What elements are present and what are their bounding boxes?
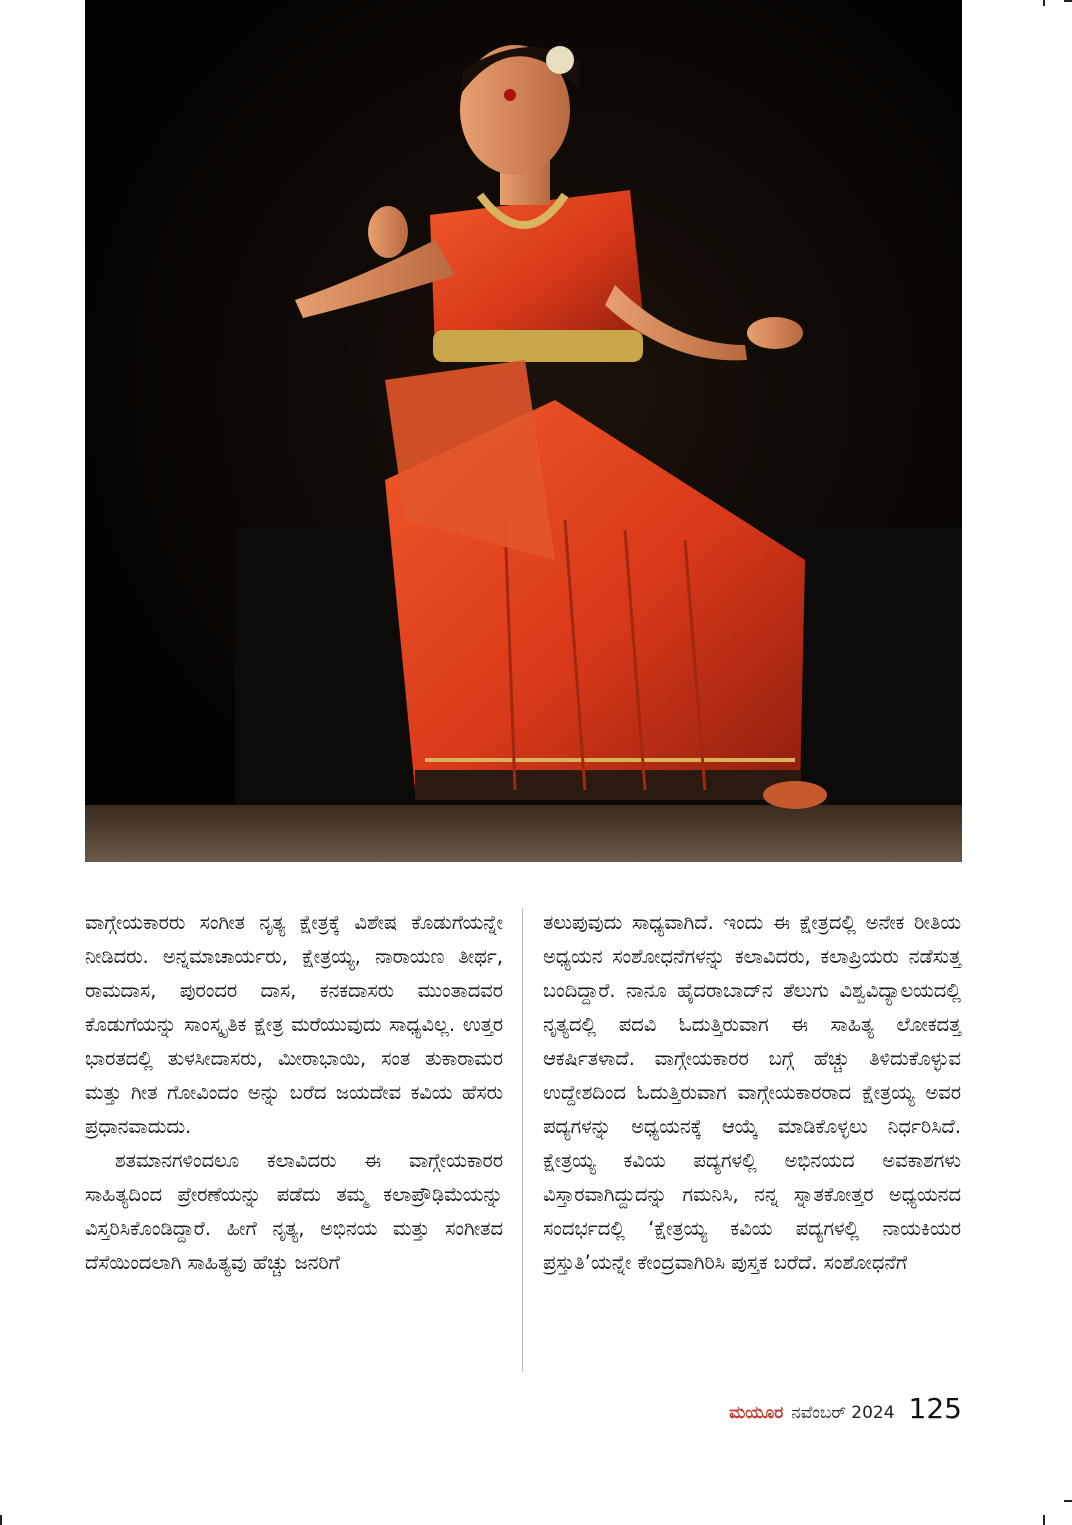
issue-date: ನವೆಂಬರ್ 2024 xyxy=(791,1403,895,1423)
page-number: 125 xyxy=(908,1392,962,1425)
paragraph: ಶತಮಾನಗಳಿಂದಲೂ ಕಲಾವಿದರು ಈ ವಾಗ್ಗೇಯಕಾರರ ಸಾಹಿತ್ಯದಿಂದ ಪ್ರೇರಣೆಯನ್ನು ಪಡೆದು ತಮ್ಮ ಕಲಾಪ್ರೌಢಿಮೆಯನ್ನು ವಿಸ್ತರಿಸಿಕೊಂಡಿದ್ದಾರೆ. ಹೀಗೆ ನೃತ್ಯ, ಅಭಿನಯ ಮತ್ತು ಸಂಗೀತದ ದೆಸೆಯಿಂದಲಾಗಿ ಸಾಹಿತ್ಯವು ಹೆಚ್ಚು ಜನರಿಗೆ xyxy=(85,1149,503,1274)
crop-mark xyxy=(1064,0,1072,2)
photo-dancer xyxy=(85,0,962,862)
article-left-column xyxy=(85,906,503,1280)
dancer-illustration xyxy=(85,0,962,862)
magazine-brand: ಮಯೂರ xyxy=(729,1403,784,1423)
crop-mark xyxy=(1043,0,1045,6)
crop-mark xyxy=(1043,1515,1045,1525)
crop-mark xyxy=(0,1515,2,1525)
paragraph: ವಾಗ್ಗೇಯಕಾರರು ಸಂಗೀತ ನೃತ್ಯ ಕ್ಷೇತ್ರಕ್ಕೆ ವಿಶೇಷ ಕೊಡುಗೆಯನ್ನೇ ನೀಡಿದರು. ಅನ್ನಮಾಚಾರ್ಯರು, ಕ್ಷೇತ್ರಯ್ಯ, ನಾರಾಯಣ ತೀರ್ಥ, ರಾಮದಾಸ, ಪುರಂದರ ದಾಸ, ಕನಕದಾಸರು ಮುಂತಾದವರ ಕೊಡುಗೆಯನ್ನು ಸಾಂಸ್ಕೃತಿಕ ಕ್ಷೇತ್ರ ಮರೆಯುವುದು ಸಾಧ್ಯವಿಲ್ಲ. ಉತ್ತರ ಭಾರತದಲ್ಲಿ ತುಳಸೀದಾಸರು, ಮೀರಾಭಾಯಿ, ಸಂತ ತುಕಾರಾಮರ ಮತ್ತು ಗೀತ ಗೋವಿಂದಂ ಅನ್ನು ಬರೆದ ಜಯದೇವ ಕವಿಯ ಹೆಸರು ಪ್ರಧಾನವಾದುದು. xyxy=(85,911,503,1138)
column-divider xyxy=(522,908,523,1372)
paragraph: ತಲುಪುವುದು ಸಾಧ್ಯವಾಗಿದೆ. ಇಂದು ಈ ಕ್ಷೇತ್ರದಲ್ಲಿ ಅನೇಕ ರೀತಿಯ ಅಧ್ಯಯನ ಸಂಶೋಧನೆಗಳನ್ನು ಕಲಾವಿದರು, ಕಲಾಪ್ರಿಯರು ನಡೆಸುತ್ತ ಬಂದಿದ್ದಾರೆ. ನಾನೂ ಹೈದರಾಬಾದ್‌ನ ತೆಲುಗು ವಿಶ್ವವಿದ್ಯಾಲಯದಲ್ಲಿ ನೃತ್ಯದಲ್ಲಿ ಪದವಿ ಓದುತ್ತಿರುವಾಗ ಈ ಸಾಹಿತ್ಯ ಲೋಕದತ್ತ ಆಕರ್ಷಿತಳಾದೆ. ವಾಗ್ಗೇಯಕಾರರ ಬಗ್ಗೆ ಹೆಚ್ಚು ತಿಳಿದುಕೊಳ್ಳುವ ಉದ್ದೇಶದಿಂದ ಓದುತ್ತಿರುವಾಗ ವಾಗ್ಗೇಯಕಾರರಾದ ಕ್ಷೇತ್ರಯ್ಯ ಅವರ ಪದ್ಯಗಳನ್ನು ಅಧ್ಯಯನಕ್ಕೆ ಆಯ್ಕೆ ಮಾಡಿಕೊಳ್ಳಲು ನಿರ್ಧರಿಸಿದೆ. ಕ್ಷೇತ್ರಯ್ಯ ಕವಿಯ ಪದ್ಯಗಳಲ್ಲಿ ಅಭಿನಯದ ಅವಕಾಶಗಳು ವಿಸ್ತಾರವಾಗಿದ್ದುದನ್ನು ಗಮನಿಸಿ, ನನ್ನ ಸ್ನಾತಕೋತ್ತರ ಅಧ್ಯಯನದ ಸಂದರ್ಭದಲ್ಲಿ ‘ಕ್ಷೇತ್ರಯ್ಯ ಕವಿಯ ಪದ್ಯಗಳಲ್ಲಿ ನಾಯಕಿಯರ ಪ್ರಸ್ತುತಿ’ಯನ್ನೇ ಕೇಂದ್ರವಾಗಿರಿಸಿ ಪುಸ್ತಕ ಬರೆದೆ. ಸಂಶೋಧನೆಗೆ xyxy=(543,911,961,1274)
crop-mark xyxy=(1064,1500,1072,1502)
article-right-column xyxy=(543,906,961,1280)
page-footer xyxy=(729,1392,962,1425)
